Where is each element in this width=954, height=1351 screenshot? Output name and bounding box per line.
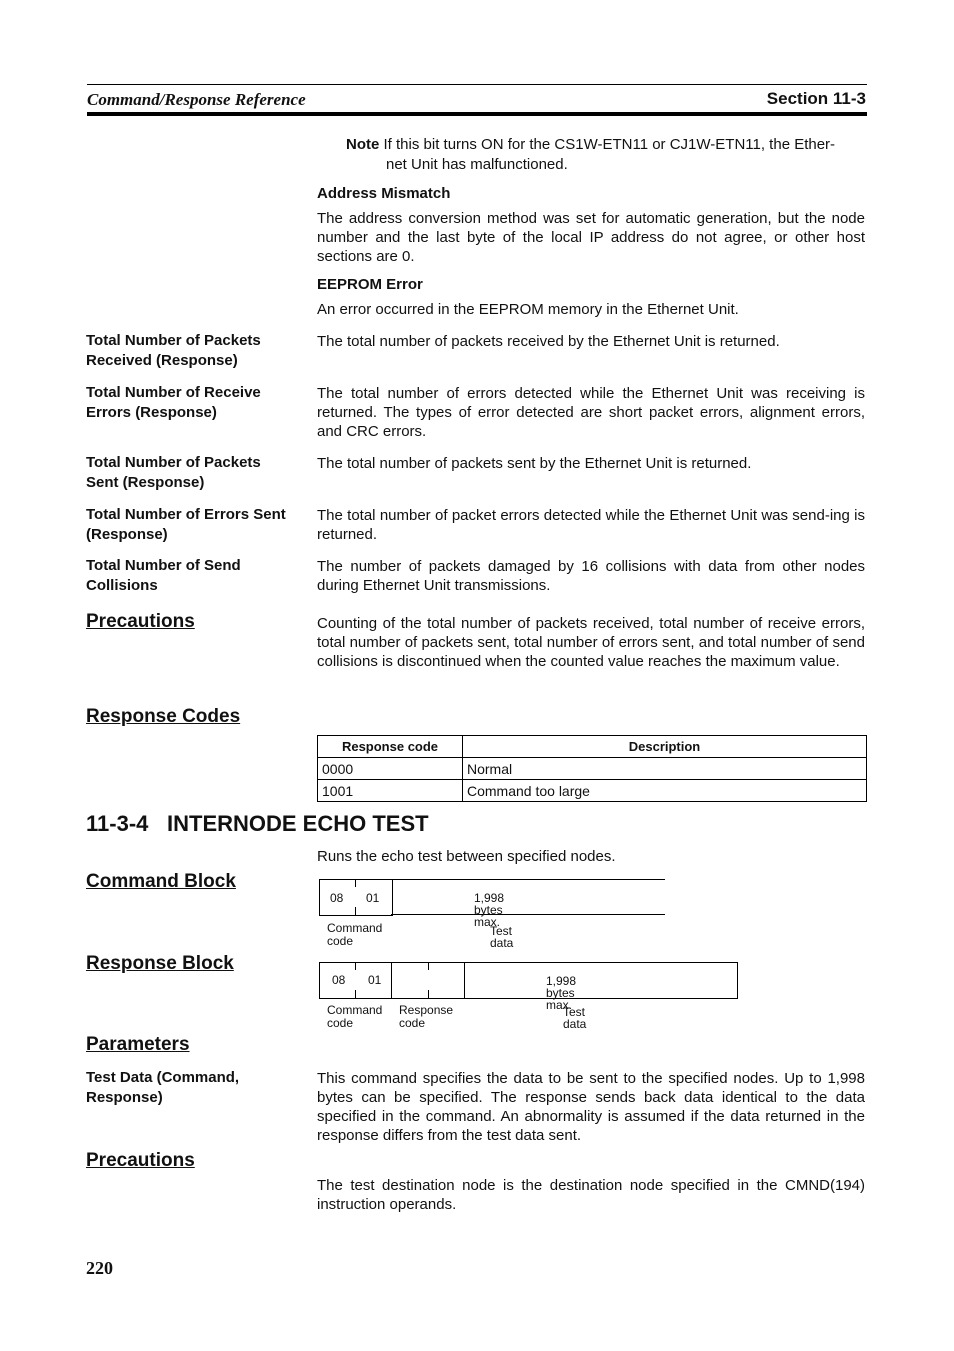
param-label-packets-received: Total Number of Packets Received (Response) — [86, 332, 261, 369]
response-code-label-1: Response — [399, 1003, 454, 1017]
command-test-data-label: Test data — [490, 924, 514, 950]
page-number: 220 — [86, 1258, 113, 1278]
response-command-code-label-2: code — [327, 1016, 354, 1030]
command-data-size: 1,998 bytes max. — [474, 891, 505, 929]
response-test-data-label: Test data — [563, 1005, 587, 1031]
chapter-name: INTERNODE ECHO TEST — [167, 811, 429, 836]
eeprom-error-text: An error occurred in the EEPROM memory in the Ethernet Unit. — [317, 301, 739, 318]
data-bottom-line — [391, 914, 665, 915]
param-label-test-data: Test Data (Command, Response) — [86, 1069, 240, 1106]
precautions-text-2: The test destination node is the destination node specified in the CMND(194) instruction operands. — [317, 1177, 865, 1213]
table-cell: 0000 — [318, 758, 463, 780]
response-command-code-label-1: Command — [327, 1003, 383, 1017]
response-code-label-2: code — [399, 1016, 426, 1030]
header-rule-top — [87, 84, 867, 85]
address-mismatch-title: Address Mismatch — [317, 185, 451, 202]
table-cell: 1001 — [318, 780, 463, 802]
param-text-packets-sent: The total number of packets sent by the Ethernet Unit is returned. — [317, 455, 752, 472]
divider-tick — [355, 990, 356, 998]
note-label: Note — [346, 136, 380, 153]
intro-text: Runs the echo test between specified nodes. — [317, 848, 616, 865]
note-line1: If this bit turns ON for the CS1W-ETN11 or CJ1W-ETN11, the Ether- — [383, 136, 836, 153]
param-label-packets-sent: Total Number of Packets Sent (Response) — [86, 454, 261, 491]
param-text-packets-received: The total number of packets received by the Ethernet Unit is returned. — [317, 333, 780, 350]
note-line2: net Unit has malfunctioned. — [386, 156, 568, 173]
command-byte-2: 01 — [366, 891, 380, 905]
divider-line — [391, 962, 392, 998]
response-codes-table — [317, 735, 867, 802]
command-code-label-2: code — [327, 934, 354, 948]
table-row — [318, 780, 867, 802]
parameters-heading: Parameters — [86, 1034, 190, 1055]
command-block-heading: Command Block — [86, 871, 236, 892]
divider-line — [464, 962, 465, 998]
command-byte-1: 08 — [330, 891, 344, 905]
precautions-text: Counting of the total number of packets received, total number of receive errors, total number of packets sent, total number of errors sent, and total number of send collisions is discontinued when the counted value reaches the maximum value. — [317, 615, 865, 670]
chapter-title — [86, 811, 429, 837]
param-text-send-collisions: The number of packets damaged by 16 collisions with data from other nodes during Ethernet Unit transmissions. — [317, 558, 865, 594]
data-top-line — [391, 879, 665, 880]
header-section: Section 11-3 — [766, 89, 866, 108]
response-outer-box — [319, 962, 738, 999]
divider-tick — [355, 907, 356, 915]
table-header-row — [318, 736, 867, 758]
address-mismatch-text: The address conversion method was set for automatic generation, but the node number and the last byte of the local IP address do not agree, or other host sections are 0. — [317, 210, 865, 265]
param-label-receive-errors: Total Number of Receive Errors (Response) — [86, 384, 261, 421]
param-text-errors-sent: The total number of packet errors detected while the Ethernet Unit was send-ing is returned. — [317, 507, 865, 543]
response-data-size: 1,998 bytes max. — [546, 974, 577, 1012]
precautions-heading: Precautions — [86, 611, 195, 632]
response-codes-heading: Response Codes — [86, 706, 241, 727]
param-label-send-collisions: Total Number of Send Collisions — [86, 557, 241, 594]
header-rule-bottom — [87, 112, 867, 116]
response-byte-2: 01 — [368, 973, 382, 987]
divider-tick — [355, 962, 356, 970]
column-header: Response code — [318, 736, 463, 758]
response-byte-1: 08 — [332, 973, 346, 987]
table-cell: Command too large — [463, 780, 867, 802]
precautions-heading-2: Precautions — [86, 1150, 195, 1171]
response-block-heading: Response Block — [86, 953, 234, 974]
eeprom-error-title: EEPROM Error — [317, 276, 423, 293]
table-row — [318, 758, 867, 780]
column-header: Description — [463, 736, 867, 758]
divider-tick — [428, 990, 429, 998]
param-label-errors-sent: Total Number of Errors Sent (Response) — [86, 506, 286, 543]
divider-tick — [428, 962, 429, 970]
command-code-label-1: Command — [327, 921, 383, 935]
param-text-test-data: This command specifies the data to be sent to the specified nodes. Up to 1,998 bytes can be specified. The response sends back data identical to the data specified in the command. An abnormality is assumed if the data returned in the response differs from the test data sent. — [317, 1070, 865, 1144]
table-cell: Normal — [463, 758, 867, 780]
chapter-number: 11-3-4 — [86, 811, 149, 836]
divider-tick — [355, 879, 356, 887]
param-text-receive-errors: The total number of errors detected while the Ethernet Unit was receiving is returned. The types of error detected are short packet errors, alignment errors, and CRC errors. — [317, 385, 865, 440]
note — [346, 135, 865, 175]
header-title: Command/Response Reference — [87, 90, 306, 109]
